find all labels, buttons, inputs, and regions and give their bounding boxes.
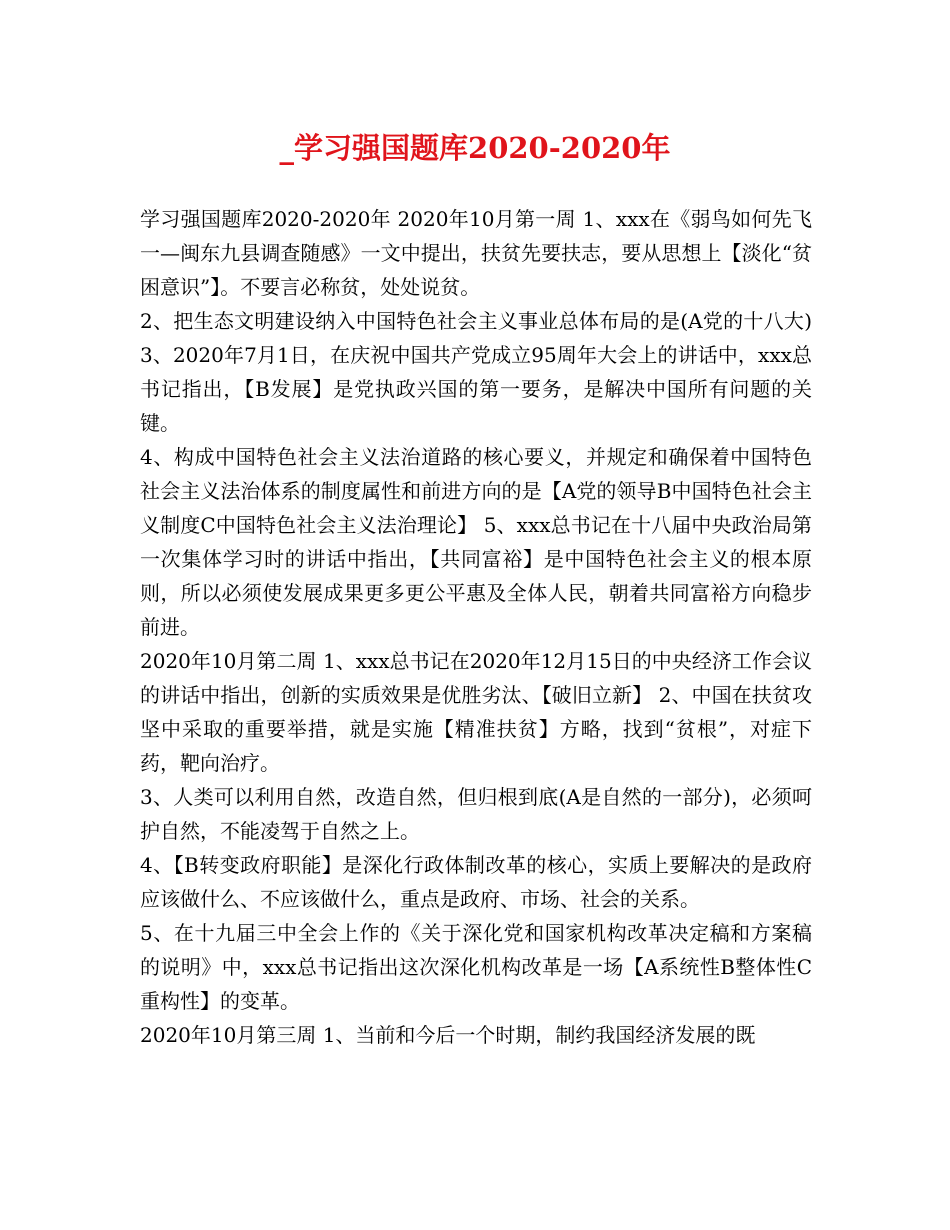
paragraph: 2、把生态文明建设纳入中国特色社会主义事业总体布局的是(A党的十八大) 3、2020年7月1日，在庆祝中国共产党成立95周年大会上的讲话中，xxx总书记指出，【B发展】是党执政兴国的第一要务，是解决中国所有问题的关键。 (140, 309, 812, 435)
paragraph: 4、构成中国特色社会主义法治道路的核心要义，并规定和确保着中国特色社会主义法治体系的制度属性和前进方向的是【A党的领导B中国特色社会主义制度C中国特色社会主义法治理论】 5、xxx总书记在十八届中央政治局第一次集体学习时的讲话中指出，【共同富裕】是中国特色社会主义的根本原则，所以必须使发展成果更多更公平惠及全体人民，朝着共同富裕方向稳步前进。 (140, 445, 812, 639)
paragraph: 学习强国题库2020-2020年 2020年10月第一周 1、xxx在《弱鸟如何先飞一—闽东九县调查随感》一文中提出，扶贫先要扶志，要从思想上【淡化“贫困意识”】。不要言必称贫，处处说贫。 (140, 207, 812, 299)
paragraph: 5、在十九届三中全会上作的《关于深化党和国家机构改革决定稿和方案稿的说明》中，xxx总书记指出这次深化机构改革是一场【A系统性B整体性C重构性】的变革。 (140, 921, 812, 1013)
paragraph: 2020年10月第二周 1、xxx总书记在2020年12月15日的中央经济工作会议的讲话中指出，创新的实质效果是优胜劣汰、【破旧立新】 2、中国在扶贫攻坚中采取的重要举措，就是实施【精准扶贫】方略，找到“贫根”，对症下药，靶向治疗。 (140, 649, 812, 775)
document-title: _学习强国题库2020-2020年 (279, 131, 671, 165)
document-body (140, 202, 812, 1052)
paragraph: 4、【B转变政府职能】是深化行政体制改革的核心，实质上要解决的是政府应该做什么、不应该做什么，重点是政府、市场、社会的关系。 (140, 853, 812, 911)
paragraph: 2020年10月第三周 1、当前和今后一个时期，制约我国经济发展的既 (140, 1023, 756, 1047)
paragraph: 3、人类可以利用自然，改造自然，但归根到底(A是自然的一部分)，必须呵护自然，不能凌驾于自然之上。 (140, 785, 812, 843)
